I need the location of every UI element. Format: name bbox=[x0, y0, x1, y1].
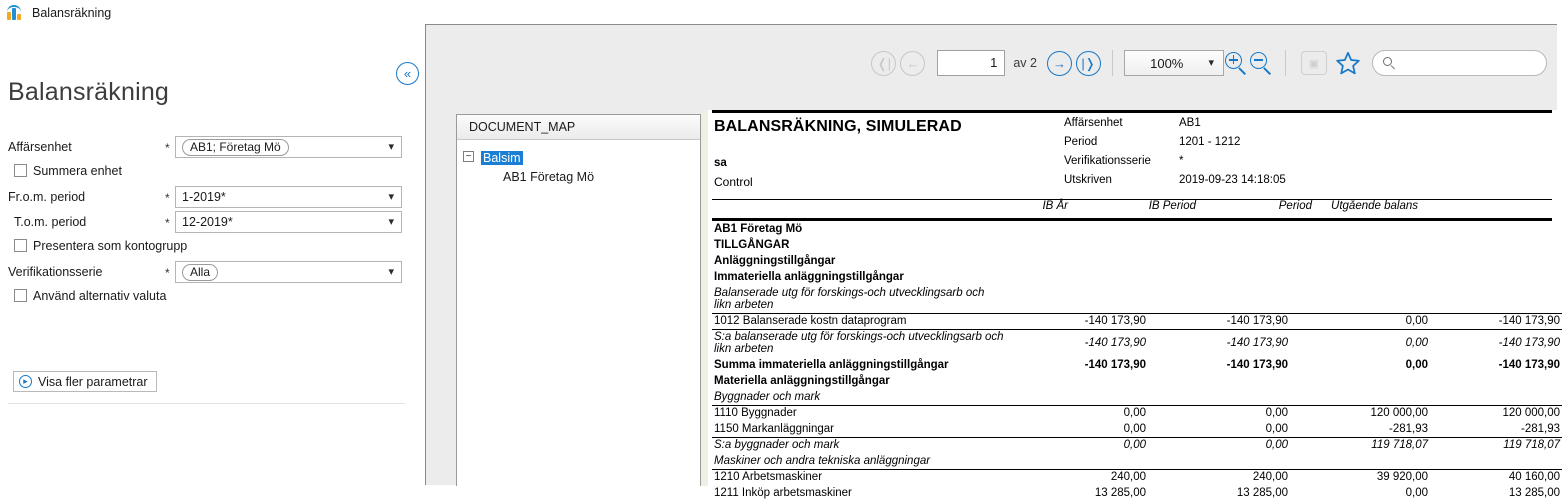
table-row bbox=[712, 221, 1562, 237]
bar-chart-icon bbox=[7, 5, 24, 21]
chevron-down-icon: ▾ bbox=[1208, 56, 1214, 69]
row-value: 240,00 bbox=[1004, 469, 1148, 485]
row-value bbox=[1430, 221, 1562, 237]
table-row bbox=[712, 405, 1562, 421]
report-column-headers bbox=[712, 200, 1552, 218]
meta-value: AB1 bbox=[1179, 117, 1201, 129]
row-value: 0,00 bbox=[1004, 437, 1148, 453]
row-value bbox=[1430, 389, 1562, 405]
column-header-utgaende-balans: Utgående balans bbox=[1331, 200, 1418, 212]
chevron-down-icon: ▾ bbox=[388, 215, 394, 228]
meta-key: Verifikationsserie bbox=[1064, 155, 1151, 167]
row-value: 13 285,00 bbox=[1094, 487, 1146, 499]
meta-row bbox=[1064, 155, 1286, 174]
row-label: 1210 Arbetsmaskiner bbox=[712, 469, 1004, 485]
meta-key: Period bbox=[1064, 136, 1098, 148]
row-value bbox=[1004, 389, 1148, 405]
row-value: -140 173,90 bbox=[1498, 359, 1560, 371]
to-period-value: 12-2019* bbox=[182, 215, 233, 229]
table-row bbox=[712, 285, 1562, 313]
table-row bbox=[712, 357, 1562, 373]
tree-node-root[interactable] bbox=[457, 148, 700, 167]
required-marker: * bbox=[165, 216, 170, 230]
table-row bbox=[712, 389, 1562, 405]
row-value: 13 285,00 bbox=[1236, 487, 1288, 499]
verifikationsserie-value: Alla bbox=[182, 264, 218, 281]
meta-value: * bbox=[1179, 155, 1184, 167]
affarsenhet-dropdown[interactable] bbox=[175, 136, 402, 158]
required-marker: * bbox=[165, 191, 170, 205]
row-value bbox=[1290, 285, 1430, 313]
parameter-panel bbox=[0, 26, 425, 485]
row-value bbox=[1430, 453, 1562, 469]
from-period-dropdown[interactable] bbox=[175, 186, 402, 208]
row-value bbox=[1430, 237, 1562, 253]
table-row bbox=[712, 485, 1562, 501]
required-marker: * bbox=[165, 141, 170, 155]
row-value: 0,00 bbox=[1123, 422, 1146, 435]
search-input[interactable] bbox=[1396, 55, 1564, 71]
row-label: S:a byggnader och mark bbox=[712, 437, 1004, 453]
toolbar-separator bbox=[1112, 50, 1113, 76]
row-value: 13 285,00 bbox=[1508, 487, 1560, 499]
meta-key: Utskriven bbox=[1064, 174, 1112, 186]
panel-divider bbox=[8, 403, 405, 404]
star-icon[interactable] bbox=[1334, 50, 1362, 76]
field-label: Verifikationsserie bbox=[8, 265, 103, 279]
row-value: -281,93 bbox=[1388, 422, 1428, 435]
zoom-in-icon[interactable] bbox=[1224, 51, 1249, 76]
row-value bbox=[1004, 237, 1148, 253]
table-row bbox=[712, 269, 1562, 285]
show-more-parameters-label: Visa fler parametrar bbox=[38, 374, 148, 389]
row-value bbox=[1148, 269, 1290, 285]
meta-value: 1201 - 1212 bbox=[1179, 136, 1241, 148]
row-value: -140 173,90 bbox=[1148, 313, 1290, 329]
table-row bbox=[712, 421, 1562, 437]
column-header-period: Period bbox=[1278, 200, 1312, 212]
row-label: Materiella anläggningstillgångar bbox=[714, 375, 890, 387]
alternativ-valuta-label: Använd alternativ valuta bbox=[33, 289, 167, 303]
row-label: AB1 Företag Mö bbox=[714, 223, 803, 235]
field-from-period bbox=[0, 186, 425, 211]
row-value bbox=[1004, 269, 1148, 285]
presentera-kontogrupp-label: Presentera som kontogrupp bbox=[33, 239, 188, 253]
row-value bbox=[1004, 285, 1148, 313]
row-value: 0,00 bbox=[1290, 329, 1430, 357]
row-value: -140 173,90 bbox=[1084, 359, 1146, 371]
report-viewer bbox=[425, 24, 1560, 499]
zoom-out-icon[interactable] bbox=[1249, 51, 1274, 76]
report-control-label: Control bbox=[714, 175, 753, 189]
row-value bbox=[1430, 253, 1562, 269]
search-icon bbox=[1383, 57, 1396, 70]
app-title: Balansräkning bbox=[32, 6, 112, 20]
row-value bbox=[1148, 389, 1290, 405]
row-label: Maskiner och andra tekniska anläggningar bbox=[714, 454, 931, 467]
to-period-dropdown[interactable] bbox=[175, 211, 402, 233]
zoom-level-dropdown[interactable] bbox=[1124, 50, 1224, 76]
row-value: 0,00 bbox=[1405, 487, 1428, 499]
report-header bbox=[712, 113, 1552, 199]
row-label: TILLGÅNGAR bbox=[714, 239, 790, 251]
alternativ-valuta-checkbox[interactable] bbox=[14, 289, 27, 302]
row-value bbox=[1148, 221, 1290, 237]
last-page-icon[interactable]: |❭ bbox=[1076, 51, 1101, 76]
checkbox-kontogrupp-row bbox=[0, 236, 425, 261]
row-value bbox=[1004, 453, 1148, 469]
search-box[interactable] bbox=[1372, 50, 1547, 76]
next-page-icon[interactable]: → bbox=[1047, 51, 1072, 76]
row-value: 0,00 bbox=[1148, 437, 1290, 453]
row-value: 40 160,00 bbox=[1430, 469, 1562, 485]
row-value: -140 173,90 bbox=[1226, 359, 1288, 371]
document-map-header: DOCUMENT_MAP bbox=[457, 115, 700, 140]
row-value: 0,00 bbox=[1148, 405, 1290, 421]
chevron-right-circle-icon: ▸ bbox=[19, 375, 32, 388]
row-label: 1012 Balanserade kostn dataprogram bbox=[712, 313, 1004, 329]
row-value bbox=[1290, 389, 1430, 405]
meta-key: Affärsenhet bbox=[1064, 117, 1123, 129]
row-label: Anläggningstillgångar bbox=[714, 255, 836, 267]
field-label: Affärsenhet bbox=[8, 140, 72, 154]
table-row bbox=[712, 313, 1562, 329]
row-label: Immateriella anläggningstillgångar bbox=[714, 271, 904, 283]
tree-node-root-label: Balsim bbox=[483, 150, 521, 165]
previous-page-icon[interactable]: ← bbox=[900, 51, 925, 76]
show-more-parameters-button[interactable] bbox=[13, 371, 157, 392]
summera-enhet-label: Summera enhet bbox=[33, 164, 122, 178]
presentera-kontogrupp-checkbox[interactable] bbox=[14, 239, 27, 252]
row-value: -140 173,90 bbox=[1004, 329, 1148, 357]
report-toolbar bbox=[426, 25, 1557, 101]
from-period-value: 1-2019* bbox=[182, 190, 226, 204]
parameter-form bbox=[0, 136, 425, 311]
table-row bbox=[712, 469, 1562, 485]
row-label: 1211 Inköp arbetsmaskiner bbox=[714, 487, 852, 499]
row-value bbox=[1148, 453, 1290, 469]
report-meta bbox=[1064, 117, 1286, 193]
row-label: S:a balanserade utg för forskings-och utvecklingsarb och likn arbeten bbox=[712, 329, 1004, 357]
meta-row bbox=[1064, 136, 1286, 155]
field-verifikationsserie bbox=[0, 261, 425, 286]
row-value bbox=[1290, 253, 1430, 269]
meta-row bbox=[1064, 117, 1286, 136]
field-to-period bbox=[0, 211, 425, 236]
summera-enhet-checkbox[interactable] bbox=[14, 164, 27, 177]
meta-row bbox=[1064, 174, 1286, 193]
report-page bbox=[702, 110, 1560, 499]
chevron-down-icon: ▾ bbox=[388, 140, 394, 153]
row-value bbox=[1430, 373, 1562, 389]
table-row bbox=[712, 329, 1562, 357]
affarsenhet-value: AB1; Företag Mö bbox=[182, 139, 289, 156]
row-value: 240,00 bbox=[1148, 469, 1290, 485]
row-value bbox=[1004, 221, 1148, 237]
document-map-tree bbox=[457, 140, 700, 187]
meta-value: 2019-09-23 14:18:05 bbox=[1179, 174, 1286, 186]
tree-node-child[interactable]: AB1 Företag Mö bbox=[503, 170, 595, 184]
report-table bbox=[712, 221, 1562, 501]
table-row bbox=[712, 453, 1562, 469]
row-label: Summa immateriella anläggningstillgångar bbox=[714, 359, 949, 371]
toolbar-separator bbox=[1285, 50, 1286, 76]
row-value bbox=[1290, 453, 1430, 469]
row-value: 120 000,00 bbox=[1290, 405, 1430, 421]
row-value bbox=[1148, 253, 1290, 269]
row-label: 1150 Markanläggningar bbox=[714, 422, 834, 435]
row-value bbox=[1430, 285, 1562, 313]
column-header-ib-ar: IB År bbox=[1042, 200, 1068, 212]
first-page-icon[interactable]: ❬| bbox=[871, 51, 896, 76]
row-value: 0,00 bbox=[1405, 359, 1428, 371]
field-affarsenhet bbox=[0, 136, 425, 161]
checkbox-alternativ-valuta-row bbox=[0, 286, 425, 311]
report-user: sa bbox=[714, 157, 727, 169]
row-value: -140 173,90 bbox=[1430, 329, 1562, 357]
row-value bbox=[1004, 253, 1148, 269]
row-value: 119 718,07 bbox=[1430, 437, 1562, 453]
report-title: BALANSRÄKNING, SIMULERAD bbox=[714, 118, 962, 135]
field-label: Fr.o.m. period bbox=[8, 190, 86, 204]
required-marker: * bbox=[165, 266, 170, 280]
row-value bbox=[1290, 237, 1430, 253]
row-value bbox=[1004, 373, 1148, 389]
table-row bbox=[712, 373, 1562, 389]
row-value bbox=[1290, 221, 1430, 237]
row-value: 120 000,00 bbox=[1430, 405, 1562, 421]
app-title-bar bbox=[0, 0, 425, 26]
row-value: 39 920,00 bbox=[1290, 469, 1430, 485]
collapse-node-icon[interactable]: − bbox=[463, 151, 474, 162]
zoom-level-value: 100% bbox=[1150, 55, 1184, 71]
page-number-input[interactable]: 1 bbox=[937, 50, 1005, 76]
row-value bbox=[1148, 285, 1290, 313]
row-value bbox=[1290, 269, 1430, 285]
refresh-disabled-icon: ▣ bbox=[1301, 51, 1327, 75]
row-value bbox=[1148, 373, 1290, 389]
row-value: -140 173,90 bbox=[1430, 313, 1562, 329]
row-label: Balanserade utg för forskings-och utvecklingsarb och likn arbeten bbox=[714, 286, 985, 311]
row-value: -140 173,90 bbox=[1004, 313, 1148, 329]
row-value: 0,00 bbox=[1265, 422, 1288, 435]
chevron-double-left-icon[interactable]: « bbox=[396, 62, 419, 85]
row-label: 1110 Byggnader bbox=[712, 405, 1004, 421]
table-row bbox=[712, 237, 1562, 253]
page-title: Balansräkning bbox=[8, 78, 170, 106]
document-map-panel bbox=[456, 114, 701, 486]
row-value: -140 173,90 bbox=[1148, 329, 1290, 357]
row-value bbox=[1430, 269, 1562, 285]
chevron-down-icon: ▾ bbox=[388, 190, 394, 203]
table-row bbox=[712, 437, 1562, 453]
checkbox-summera-enhet-row bbox=[0, 161, 425, 186]
row-value: 119 718,07 bbox=[1290, 437, 1430, 453]
verifikationsserie-dropdown[interactable] bbox=[175, 261, 402, 283]
row-label: Byggnader och mark bbox=[714, 390, 821, 403]
row-value bbox=[1148, 237, 1290, 253]
row-value bbox=[1290, 373, 1430, 389]
table-row bbox=[712, 253, 1562, 269]
field-label: T.o.m. period bbox=[14, 215, 87, 229]
row-value: -281,93 bbox=[1520, 422, 1560, 435]
row-value: 0,00 bbox=[1290, 313, 1430, 329]
row-value: 0,00 bbox=[1004, 405, 1148, 421]
chevron-down-icon: ▾ bbox=[388, 265, 394, 278]
page-count-label: av 2 bbox=[1013, 56, 1037, 70]
column-header-ib-period: IB Period bbox=[1148, 200, 1196, 212]
